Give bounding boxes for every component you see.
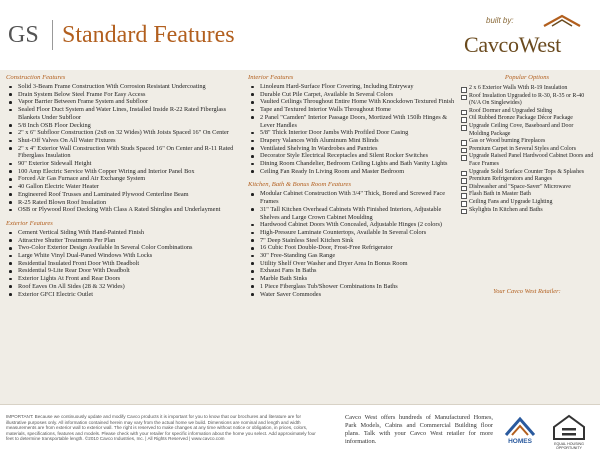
list-item: Modular Cabinet Construction With 3/4" Thick, Bored and Screwed Face Frames (248, 190, 456, 205)
exterior-heading: Exterior Features (6, 219, 53, 227)
list-item: Engineered Roof Trusses and Laminated Plywood Centerline Beam (6, 191, 244, 199)
list-item: Dining Room Chandelier, Bedroom Ceiling Lights and Bath Vanity Lights (248, 160, 456, 168)
kitchen-list (248, 190, 456, 298)
list-item: 2" x 4" Exterior Wall Construction With Studs Spaced 16" On Center and R-11 Rated Fiberglass Insulation (6, 145, 244, 160)
interior-list (248, 83, 456, 175)
list-item: Premium Carpet in Several Styles and Colors (460, 146, 594, 154)
roof-icon (542, 14, 582, 28)
list-item: Upgrade Solid Surface Counter Tops & Splashes (460, 169, 594, 177)
equal-housing-logo (548, 413, 590, 451)
list-item: 31" Tall Kitchen Overhead Cabinets With Finished Interiors, Adjustable Shelves and Large Crown Cabinet Moulding (248, 206, 456, 221)
list-item: Two-Color Exterior Design Available In Several Color Combinations (6, 244, 244, 252)
logo-tagline: built by: (486, 16, 514, 25)
list-item: Vaulted Ceilings Throughout Entire Home With Knockdown Textured Finish (248, 98, 456, 106)
list-item: 16 Cubic Foot Double-Door, Frost-Free Refrigerator (248, 244, 456, 252)
list-item: Hardwood Cabinet Doors With Concealed, Adjustable Hinges (2 colors) (248, 221, 456, 229)
list-item: 7" Deep Stainless Steel Kitchen Sink (248, 237, 456, 245)
column-right (460, 74, 594, 295)
list-item: Decorator Style Electrical Receptacles and Silent Rocker Switches (248, 152, 456, 160)
list-item: High-Pressure Laminate Countertops, Available In Several Colors (248, 229, 456, 237)
list-item: Upgrade Raised Panel Hardwood Cabinet Doors and Face Frames (460, 153, 594, 168)
list-item: Gas or Wood burning Fireplaces (460, 138, 594, 146)
list-item: Drapery Valances With Aluminum Mini Blinds (248, 137, 456, 145)
list-item: Large White Vinyl Dual-Paned Windows With Locks (6, 252, 244, 260)
list-item: 100 Amp Electric Service With Copper Wiring and Interior Panel Box (6, 168, 244, 176)
list-item: Exhaust Fans In Baths (248, 267, 456, 275)
list-item: 30" Free-Standing Gas Range (248, 252, 456, 260)
page-title: Standard Features (62, 22, 235, 48)
retailer-label: Your Cavco West Retailer: (493, 288, 561, 295)
list-item: 2 x 6 Exterior Walls With R-19 Insulation (460, 85, 594, 93)
list-item: Roof Insulation Upgraded to R-30, R-35 or R-40 (N/A On Singlewides) (460, 93, 594, 108)
list-item: Vapor Barrier Between Frame System and Subfloor (6, 98, 244, 106)
list-item: 40 Gallon Electric Water Heater (6, 183, 244, 191)
page-footer (0, 404, 600, 464)
list-item: 1 Piece Fiberglass Tub/Shower Combinations In Baths (248, 283, 456, 291)
column-middle (248, 74, 456, 298)
exterior-list (6, 229, 244, 298)
series-code: GS (8, 22, 39, 48)
list-item: 5/8 Inch OSB Floor Decking (6, 122, 244, 130)
list-item: Residential Insulated Front Door With Deadbolt (6, 260, 244, 268)
company-blurb: Cavco West offers hundreds of Manufactured Homes, Park Models, Cabins and Commercial Building floor plans. Talk with your Cavco West retailer for more information. (345, 414, 493, 445)
homes-logo-word: HOMES (508, 438, 532, 445)
equal-housing-caption: EQUAL HOUSING OPPORTUNITY (554, 442, 584, 450)
list-item: Shut-Off Valves On All Water Fixtures (6, 137, 244, 145)
list-item: Durable Cut Pile Carpet, Available In Several Colors (248, 91, 456, 99)
list-item: Roof Eaves On All Sides (28 & 32 Wides) (6, 283, 244, 291)
list-item: Premium Refrigerators and Ranges (460, 176, 594, 184)
list-item: Attractive Shutter Treatments Per Plan (6, 237, 244, 245)
list-item: Drain System Below Steel Frame For Easy Access (6, 91, 244, 99)
list-item: Marble Bath Sinks (248, 275, 456, 283)
list-item: Sealed Floor Duct System and Water Lines, Installed Inside R-22 Rated Fiberglass Blankets Under Subfloor (6, 106, 244, 121)
list-item: Ceiling Fan Ready In Living Room and Master Bedroom (248, 168, 456, 176)
list-item: Roof Dormer and Upgraded Siding (460, 108, 594, 116)
list-item: Exterior GFCI Electric Outlet (6, 291, 244, 299)
list-item: Ventilated Shelving In Wardrobes and Pantries (248, 145, 456, 153)
list-item: Forced Air Gas Furnace and Air Exchange System (6, 175, 244, 183)
column-left (6, 74, 244, 298)
page-header (0, 0, 600, 71)
construction-heading: Construction Features (6, 74, 66, 81)
construction-list (6, 83, 244, 214)
list-item: Flash Bath in Master Bath (460, 191, 594, 199)
list-item: Linoleum Hard-Surface Floor Covering, Including Entryway (248, 83, 456, 91)
cavco-homes-icon (500, 413, 540, 439)
cavco-homes-logo (500, 413, 540, 451)
list-item: 5/8" Thick Interior Door Jambs With Profiled Door Casing (248, 129, 456, 137)
list-item: Oil Rubbed Bronze Package Décor Package (460, 115, 594, 123)
features-content (0, 70, 600, 404)
list-item: 2" x 6" Subfloor Construction (2x8 on 32 Wides) With Joists Spaced 16" On Center (6, 129, 244, 137)
list-item: OSB or Plywood Roof Decking With Class A Rated Shingles and Underlayment (6, 206, 244, 214)
list-item: Upgrade Ceiling Cove, Baseboard and Door Molding Package (460, 123, 594, 138)
disclaimer-text: IMPORTANT: Because we continuously update and modify Cavco products it is important for you to know that our brochures and literature are for illustrative purposes only. All information contained herein may vary from the actual home we build. Dimensions are nominal and length and width measurements are from exterior wall to exterior wall. The right is reserved to make changes at any time without notice or obligation, in prices, colors, materials, specifications, features and models. Please check with your retailer for specific information about the home you select. Add approximately four feet to determine transportable length. ©2010 Cavco Industries, Inc. | All Rights Reserved | www.cavco.com (6, 414, 316, 441)
list-item: Water Saver Commodes (248, 291, 456, 299)
interior-heading: Interior Features (248, 74, 294, 81)
list-item: R-25 Rated Blown Roof Insulation (6, 199, 244, 207)
list-item: Ceiling Fans and Upgrade Lighting (460, 199, 594, 207)
list-item: Solid 3-Beam Frame Construction With Corrosion Resistant Undercoating (6, 83, 244, 91)
list-item: Exterior Lights At Front and Rear Doors (6, 275, 244, 283)
list-item: Utility Shelf Over Washer and Dryer Area In Bonus Room (248, 260, 456, 268)
list-item: 2 Panel "Camden" Interior Passage Doors, Mortized With 150lb Hinges & Lever Handles (248, 114, 456, 129)
kitchen-heading: Kitchen, Bath & Bonus Room Features (248, 181, 352, 189)
options-heading: Popular Options (504, 74, 550, 81)
equal-housing-icon (548, 413, 590, 441)
header-divider (52, 20, 53, 50)
options-list (460, 85, 594, 214)
list-item: Skylights In Kitchen and Baths (460, 207, 594, 215)
cavco-west-logo (462, 12, 594, 60)
list-item: Residential 9-Lite Rear Door With Deadbolt (6, 267, 244, 275)
list-item: Cement Vertical Siding With Hand-Painted Finish (6, 229, 244, 237)
list-item: Dishwasher and "Space-Saver" Microwave (460, 184, 594, 192)
list-item: Tape and Textured Interior Walls Throughout Home (248, 106, 456, 114)
list-item: 90" Exterior Sidewall Height (6, 160, 244, 168)
logo-brand: CavcoWest (464, 32, 561, 57)
